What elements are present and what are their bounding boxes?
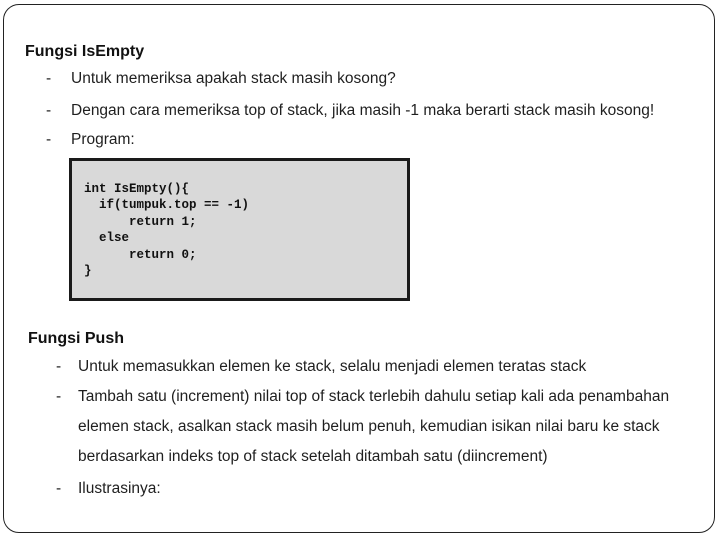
bullet-text: Program:	[71, 131, 135, 148]
bullet-text-line-3: berdasarkan indeks top of stack setelah ditambah satu (diincrement)	[78, 448, 548, 465]
bullet-text-line-2: elemen stack, asalkan stack masih belum penuh, kemudian isikan nilai baru ke stack	[78, 418, 660, 435]
code-block	[69, 158, 410, 301]
bullet-text-line-1: Tambah satu (increment) nilai top of stack terlebih dahulu setiap kali ada penambahan	[78, 388, 670, 405]
bullet-dash: -	[46, 131, 52, 148]
bullet-dash: -	[56, 358, 62, 375]
bullet-dash: -	[56, 480, 62, 497]
isempty-heading: Fungsi IsEmpty	[25, 43, 145, 60]
code-text: int IsEmpty(){ if(tumpuk.top == -1) return 1; else return 0; }	[84, 182, 250, 279]
bullet-dash: -	[46, 102, 52, 119]
bullet-text: Untuk memeriksa apakah stack masih kosong?	[71, 70, 396, 87]
bullet-dash: -	[56, 388, 62, 405]
bullet-text: Ilustrasinya:	[78, 480, 161, 497]
bullet-text: Untuk memasukkan elemen ke stack, selalu menjadi elemen teratas stack	[78, 358, 587, 375]
push-heading: Fungsi Push	[28, 330, 124, 347]
bullet-text: Dengan cara memeriksa top of stack, jika masih -1 maka berarti stack masih kosong!	[71, 102, 655, 119]
bullet-dash: -	[46, 70, 52, 87]
